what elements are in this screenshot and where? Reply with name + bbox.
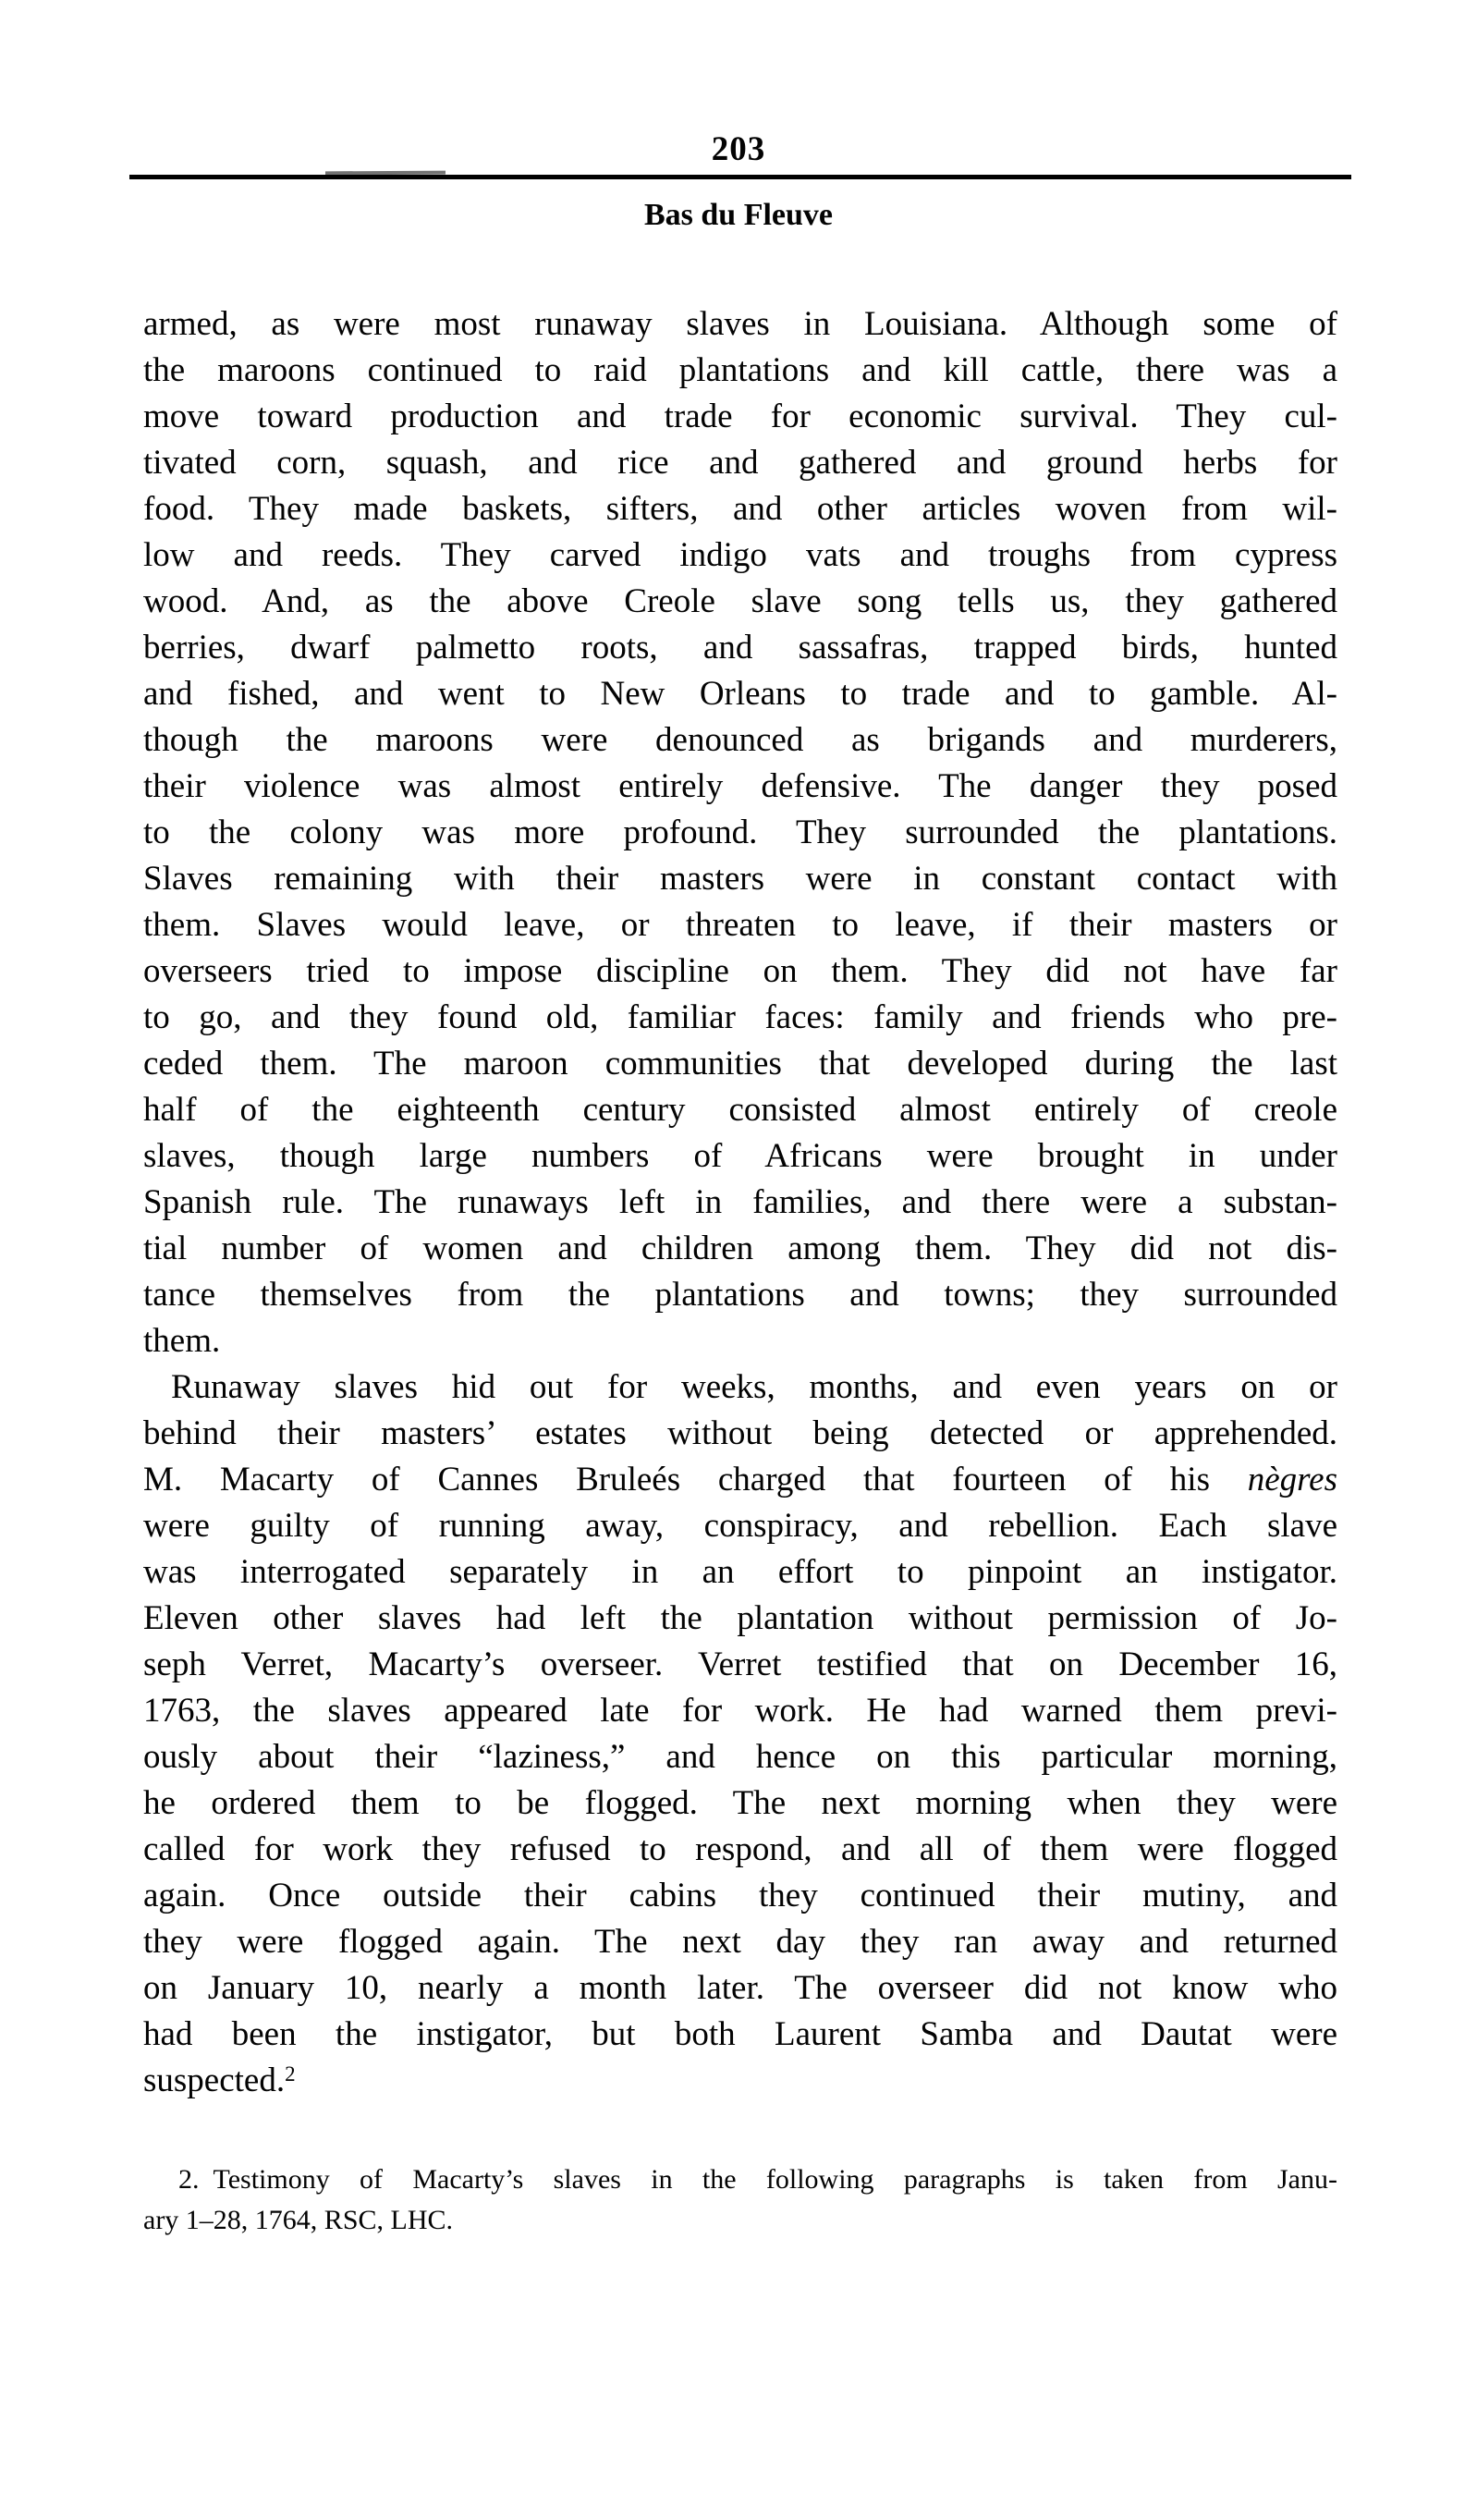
- text-line: [143, 1827, 1337, 1873]
- scan-smudge: [325, 171, 446, 176]
- text-segment: were guilty of running away, conspiracy, and rebellion. Each slave: [143, 1507, 1337, 1545]
- text-segment: them. Slaves would leave, or threaten to leave, if their masters or: [143, 906, 1337, 944]
- text-segment: low and reeds. They carved indigo vats and troughs from cypress: [143, 536, 1337, 574]
- text-segment: armed, as were most runaway slaves in Louisiana. Although some of: [143, 305, 1337, 343]
- text-segment: he ordered them to be flogged. The next morning when they were: [143, 1784, 1337, 1822]
- text-line: [143, 1133, 1337, 1180]
- text-line: [143, 1596, 1337, 1642]
- text-segment: nègres: [1247, 1461, 1337, 1499]
- text-line: [143, 948, 1337, 995]
- text-segment: them.: [143, 1322, 221, 1360]
- text-segment: move toward production and trade for economic survival. They cul-: [143, 398, 1337, 435]
- text-line: [143, 1503, 1337, 1549]
- text-line: [143, 1965, 1337, 2012]
- header-rule: [129, 175, 1351, 179]
- text-line: [143, 2012, 1337, 2058]
- text-line: [143, 995, 1337, 1041]
- text-segment: tial number of women and children among them. They did not dis-: [143, 1229, 1337, 1267]
- text-segment: 2. Testimony of Macarty’s slaves in the following paragraphs is taken from Janu-: [178, 2164, 1337, 2195]
- text-line: [143, 1873, 1337, 1919]
- text-line: [143, 1226, 1337, 1272]
- body-text: [143, 301, 1337, 2104]
- text-line: [143, 2159, 1337, 2200]
- text-segment: ary 1–28, 1764, RSC, LHC.: [143, 2205, 454, 2235]
- text-segment: they were flogged again. The next day they ran away and returned: [143, 1923, 1337, 1961]
- paragraph: [143, 2159, 1337, 2241]
- text-segment: behind their masters’ estates without being detected or apprehended.: [143, 1414, 1337, 1452]
- text-line: [143, 1780, 1337, 1827]
- text-segment: suspected.: [143, 2061, 286, 2099]
- text-line: [143, 625, 1337, 671]
- text-line: [143, 579, 1337, 625]
- text-segment: Runaway slaves hid out for weeks, months, and even years on or: [171, 1368, 1337, 1406]
- text-segment: their violence was almost entirely defensive. The danger they posed: [143, 767, 1337, 805]
- text-line: [143, 1688, 1337, 1734]
- text-segment: berries, dwarf palmetto roots, and sassafras, trapped birds, hunted: [143, 629, 1337, 667]
- paragraph: [143, 301, 1337, 1364]
- text-segment: slaves, though large numbers of Africans were brought in under: [143, 1137, 1337, 1175]
- text-segment: M. Macarty of Cannes Bruleés charged that fourteen of his: [143, 1461, 1248, 1499]
- text-line: [143, 2058, 1337, 2104]
- text-line: [143, 2200, 1337, 2241]
- text-segment: tivated corn, squash, and rice and gathered and ground herbs for: [143, 444, 1337, 482]
- text-segment: food. They made baskets, sifters, and other articles woven from wil-: [143, 490, 1337, 528]
- text-line: [143, 1041, 1337, 1087]
- text-segment: tance themselves from the plantations and towns; they surrounded: [143, 1276, 1337, 1314]
- text-line: [143, 1318, 1337, 1364]
- text-line: [143, 1642, 1337, 1688]
- text-line: [143, 1549, 1337, 1596]
- text-segment: on January 10, nearly a month later. The overseer did not know who: [143, 1969, 1337, 2007]
- text-line: [143, 717, 1337, 764]
- text-segment: half of the eighteenth century consisted almost entirely of creole: [143, 1091, 1337, 1129]
- text-segment: again. Once outside their cabins they continued their mutiny, and: [143, 1877, 1337, 1914]
- text-line: [143, 856, 1337, 902]
- text-segment: called for work they refused to respond, and all of them were flogged: [143, 1830, 1337, 1868]
- text-line: [143, 902, 1337, 948]
- text-line: [143, 440, 1337, 486]
- text-line: [143, 1457, 1337, 1503]
- text-segment: had been the instigator, but both Laurent Samba and Dautat were: [143, 2015, 1337, 2053]
- text-line: [143, 810, 1337, 856]
- text-segment: Eleven other slaves had left the plantation without permission of Jo-: [143, 1599, 1337, 1637]
- text-line: [143, 1919, 1337, 1965]
- text-line: [143, 1272, 1337, 1318]
- text-segment: was interrogated separately in an effort to pinpoint an instigator.: [143, 1553, 1337, 1591]
- text-line: [143, 1087, 1337, 1133]
- footnote-reference: 2: [285, 2061, 296, 2086]
- page-number: 203: [711, 130, 766, 168]
- text-line: [143, 1364, 1337, 1411]
- text-line: [143, 764, 1337, 810]
- footnote: [143, 2159, 1337, 2241]
- text-segment: ously about their “laziness,” and hence on this particular morning,: [143, 1738, 1337, 1776]
- text-segment: ceded them. The maroon communities that developed during the last: [143, 1045, 1337, 1083]
- text-line: [143, 301, 1337, 348]
- text-line: [143, 1411, 1337, 1457]
- text-segment: overseers tried to impose discipline on them. They did not have far: [143, 952, 1337, 990]
- text-line: [143, 486, 1337, 532]
- running-header: Bas du Fleuve: [643, 198, 834, 232]
- text-line: [143, 532, 1337, 579]
- text-segment: to the colony was more profound. They surrounded the plantations.: [143, 813, 1337, 851]
- text-segment: Spanish rule. The runaways left in families, and there were a substan-: [143, 1183, 1337, 1221]
- text-line: [143, 1180, 1337, 1226]
- text-segment: the maroons continued to raid plantations and kill cattle, there was a: [143, 351, 1337, 389]
- text-segment: Slaves remaining with their masters were in constant contact with: [143, 860, 1337, 898]
- text-line: [143, 1734, 1337, 1780]
- text-segment: to go, and they found old, familiar faces: family and friends who pre-: [143, 998, 1337, 1036]
- text-line: [143, 671, 1337, 717]
- text-segment: 1763, the slaves appeared late for work. He had warned them previ-: [143, 1692, 1337, 1730]
- text-segment: though the maroons were denounced as brigands and murderers,: [143, 721, 1337, 759]
- text-segment: and fished, and went to New Orleans to trade and to gamble. Al-: [143, 675, 1337, 713]
- paragraph: [143, 1364, 1337, 2104]
- text-line: [143, 348, 1337, 394]
- text-segment: wood. And, as the above Creole slave song tells us, they gathered: [143, 582, 1337, 620]
- text-line: [143, 394, 1337, 440]
- text-segment: seph Verret, Macarty’s overseer. Verret testified that on December 16,: [143, 1645, 1337, 1683]
